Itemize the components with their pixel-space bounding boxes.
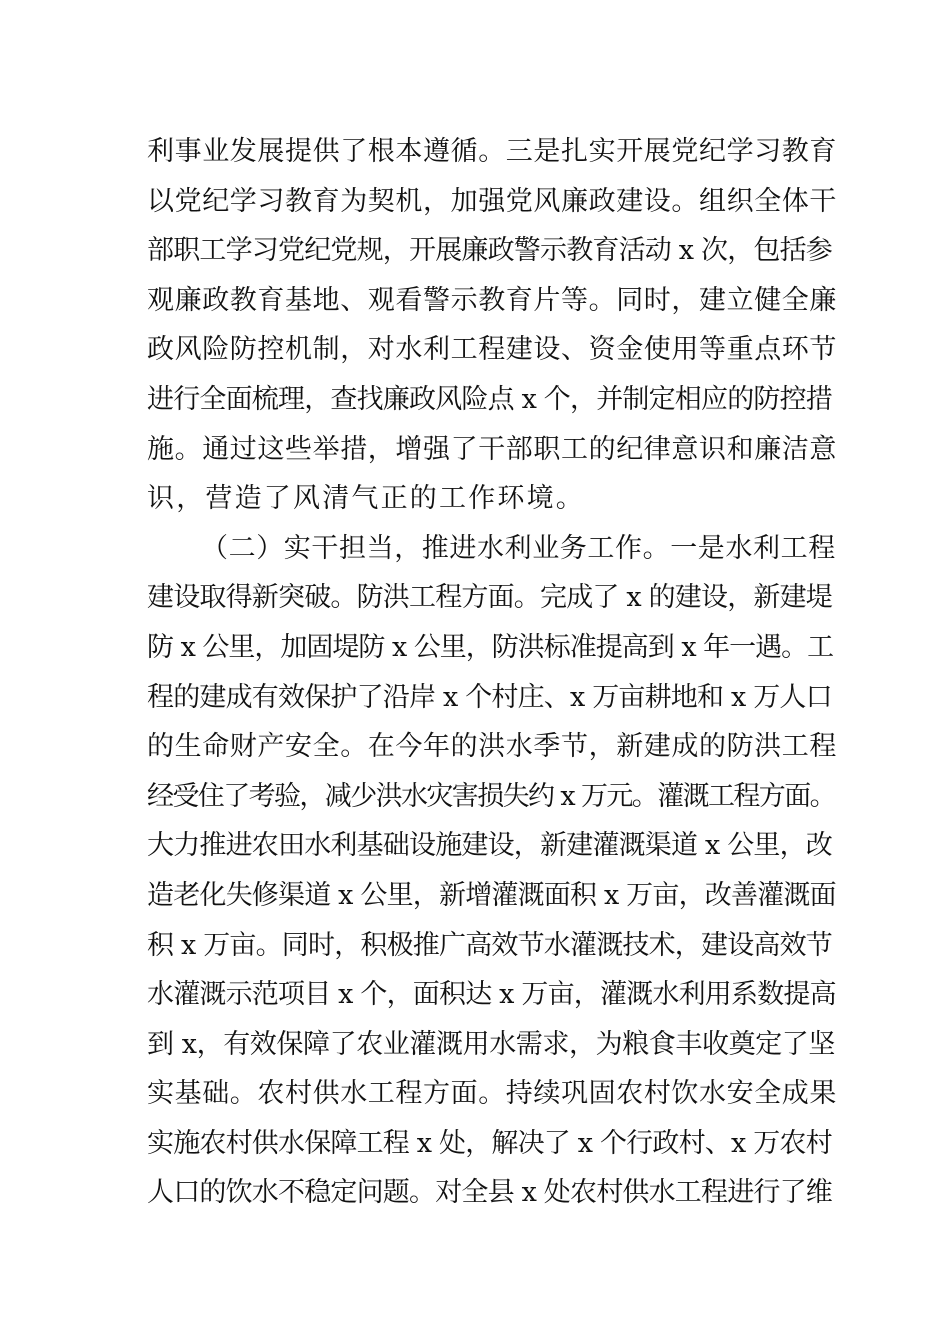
- text-line: 政风险防控机制，对水利工程建设、资金使用等重点环节: [147, 334, 837, 366]
- text-line: 大力推进农田水利基础设施建设，新建灌溉渠道 x 公里，改: [147, 830, 832, 862]
- text-line: 以党纪学习教育为契机，加强党风廉政建设。组织全体干: [147, 185, 837, 217]
- text-line: 防 x 公里，加固堤防 x 公里，防洪标准提高到 x 年一遇。工: [147, 631, 834, 663]
- section-heading-line: （二）实干担当，推进水利业务工作。一是水利工程: [201, 532, 836, 564]
- text-line: 进行全面梳理，查找廉政风险点 x 个，并制定相应的防控措: [147, 383, 832, 415]
- text-line: 识，营造了风清气正的工作环境。: [147, 483, 585, 515]
- text-line: 建设取得新突破。防洪工程方面。完成了 x 的建设，新建堤: [147, 582, 832, 614]
- text-line: 的生命财产安全。在今年的洪水季节，新建成的防洪工程: [147, 731, 837, 763]
- text-line: 部职工学习党纪党规，开展廉政警示教育活动 x 次，包括参: [147, 235, 832, 267]
- text-line: 人口的饮水不稳定问题。对全县 x 处农村供水工程进行了维: [147, 1177, 832, 1209]
- text-line: 到 x，有效保障了农业灌溉用水需求，为粮食丰收奠定了坚: [147, 1028, 836, 1060]
- text-line: 实施农村供水保障工程 x 处，解决了 x 个行政村、x 万农村: [147, 1127, 832, 1159]
- text-line: 实基础。农村供水工程方面。持续巩固农村饮水安全成果: [147, 1078, 837, 1110]
- text-line: 程的建成有效保护了沿岸 x 个村庄、x 万亩耕地和 x 万人口: [147, 681, 832, 713]
- text-line: 施。通过这些举措，增强了干部职工的纪律意识和廉洁意: [147, 433, 837, 465]
- text-line: 水灌溉示范项目 x 个，面积达 x 万亩，灌溉水利用系数提高: [147, 979, 836, 1011]
- text-line: 积 x 万亩。同时，积极推广高效节水灌溉技术，建设高效节: [147, 929, 832, 961]
- text-line: 造老化失修渠道 x 公里，新增灌溉面积 x 万亩，改善灌溉面: [147, 879, 836, 911]
- text-line: 利事业发展提供了根本遵循。三是扎实开展党纪学习教育: [147, 136, 837, 167]
- body-text: [147, 127, 837, 1218]
- text-line: 经受住了考验，减少洪水灾害损失约 x 万元。灌溉工程方面。: [147, 780, 835, 812]
- text-line: 观廉政教育基地、观看警示教育片等。同时，建立健全廉: [147, 284, 837, 316]
